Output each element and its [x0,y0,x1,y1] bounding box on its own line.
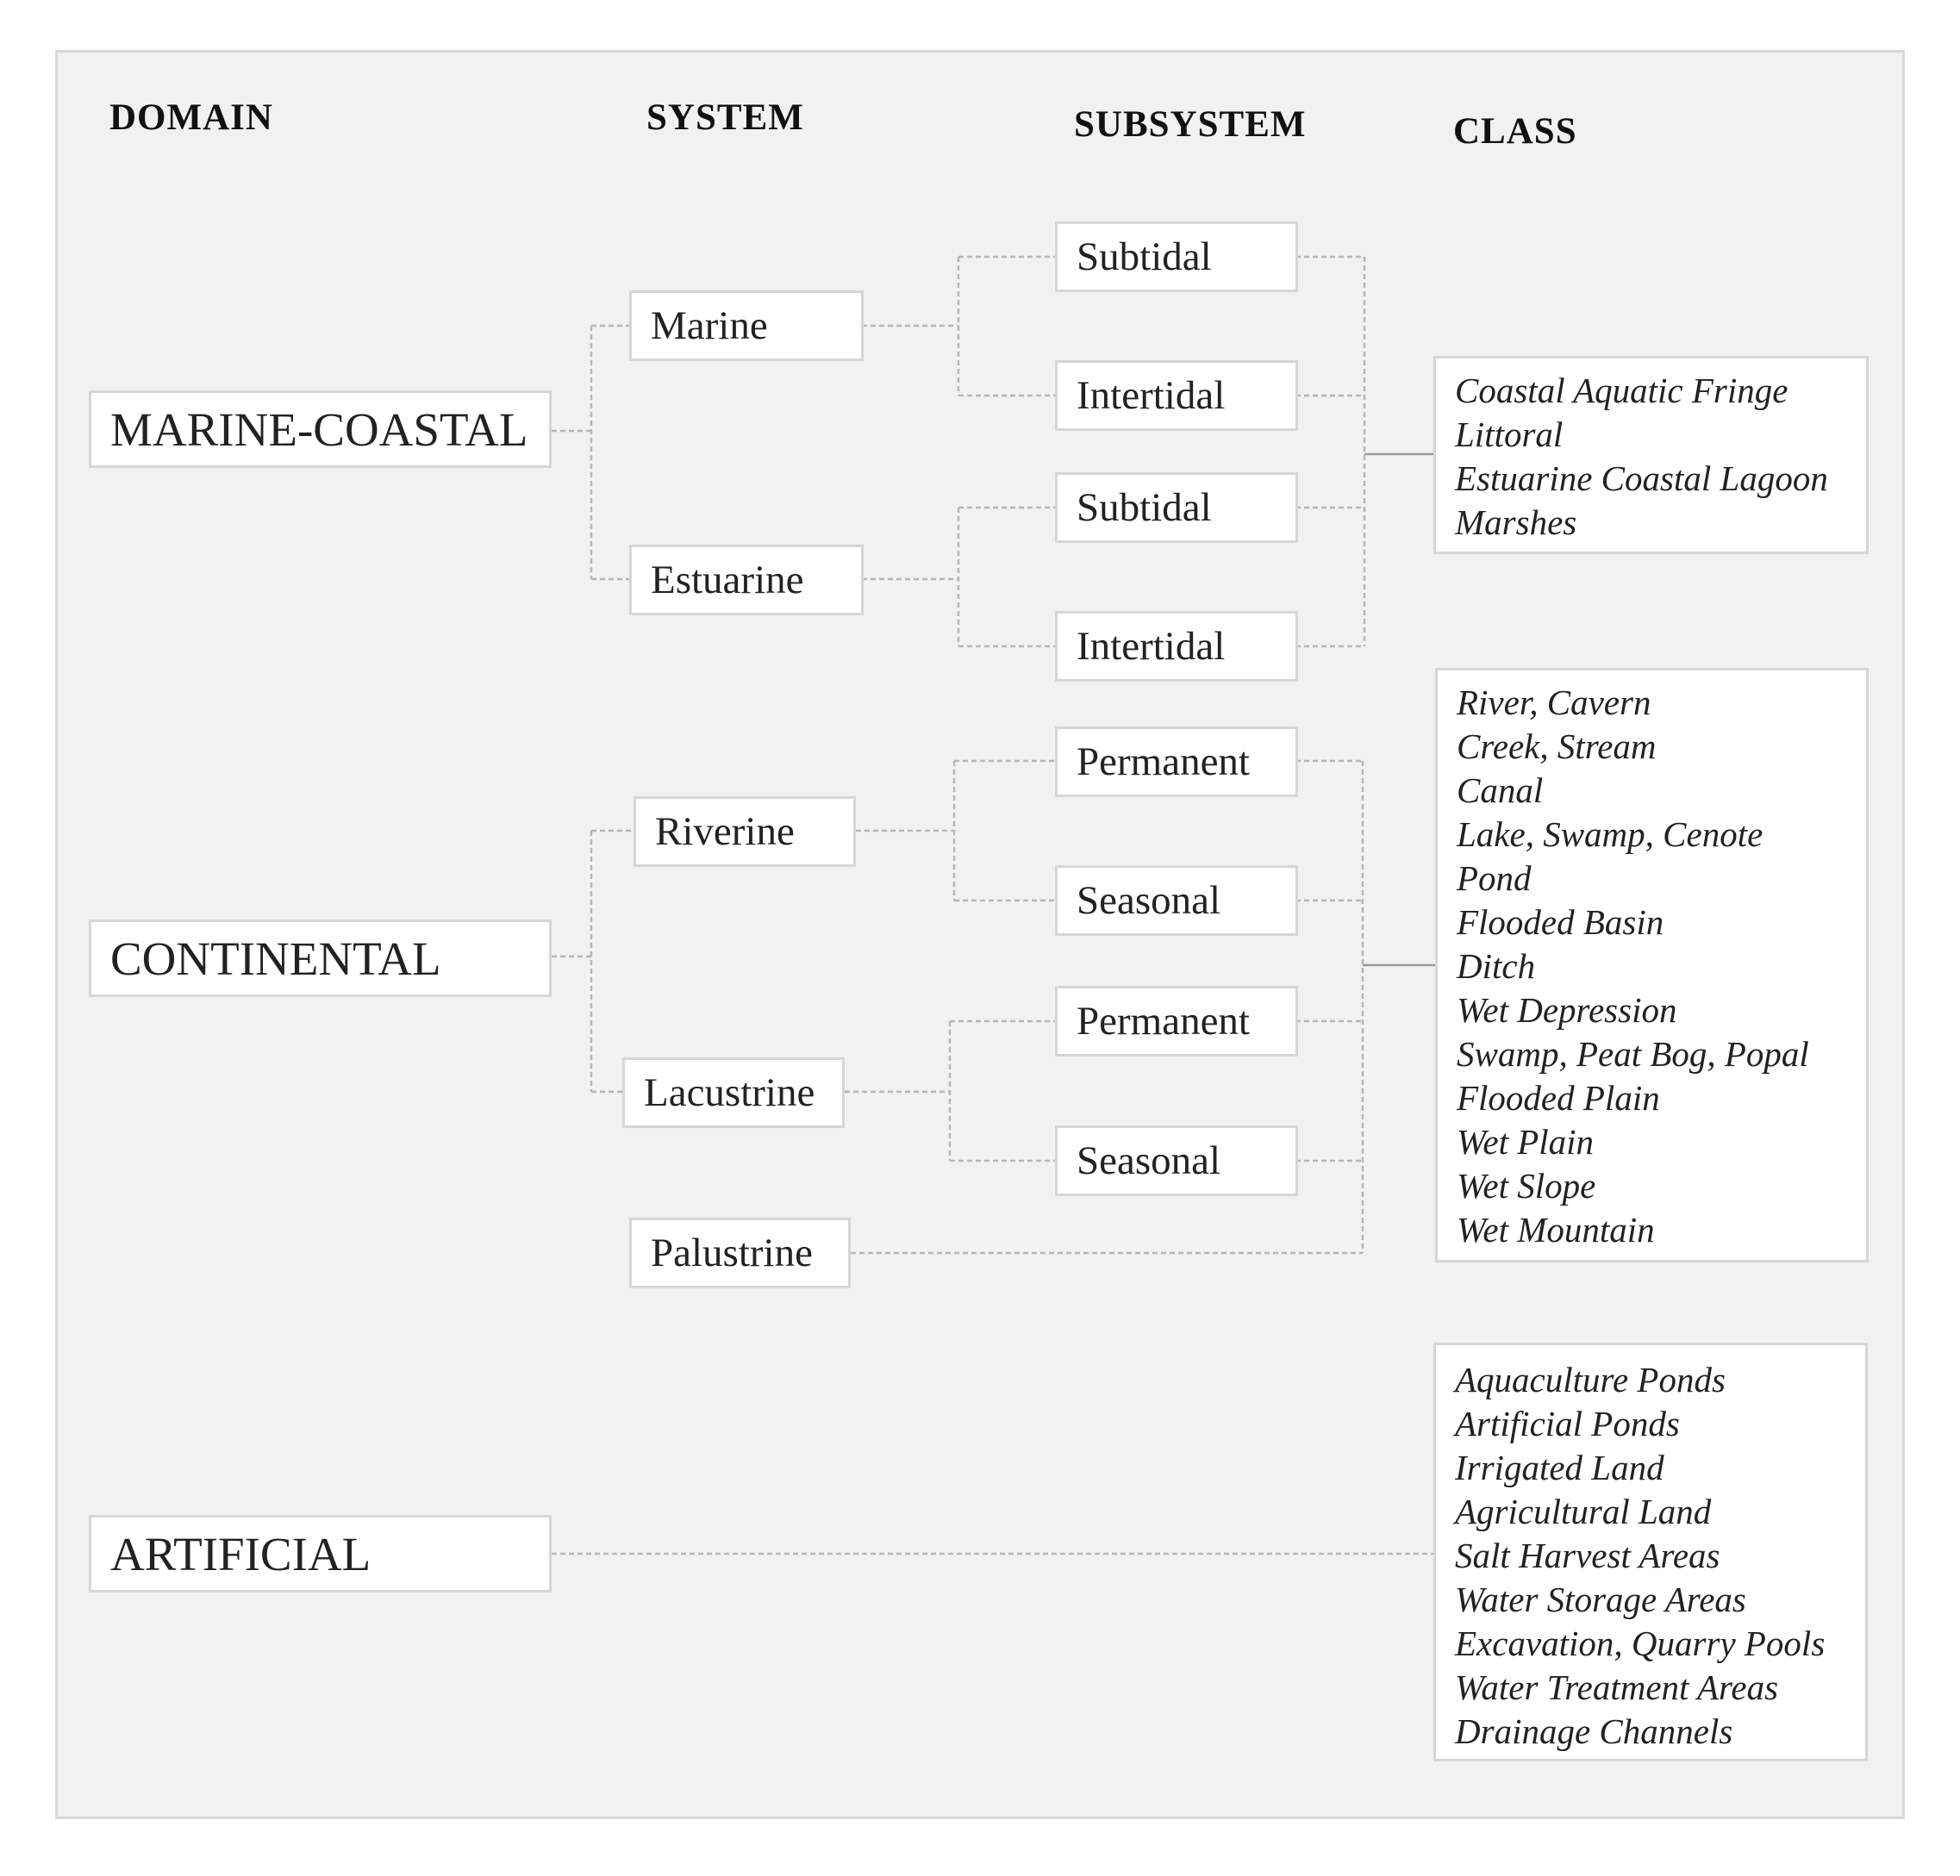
class-item: Swamp, Peat Bog, Popal [1457,1034,1809,1074]
class-item: Water Storage Areas [1455,1580,1746,1619]
subsystem-marine-subtidal: Subtidal [1055,221,1298,292]
subsystem-lacustrine-permanent: Permanent [1055,986,1298,1056]
class-item: Wet Depression [1457,990,1677,1030]
class-item: Ditch [1457,946,1536,986]
class-item: Salt Harvest Areas [1455,1536,1720,1575]
class-item: Lake, Swamp, Cenote [1457,814,1763,854]
class-item: Wet Plain [1457,1122,1595,1162]
class-item: Pond [1457,858,1532,898]
class-item: Irrigated Land [1455,1448,1664,1487]
class-item: Canal [1457,770,1544,810]
system-riverine: Riverine [634,796,856,867]
subsystem-marine-intertidal: Intertidal [1055,360,1298,431]
domain-marine-coastal: MARINE-COASTAL [89,390,552,468]
class-item: Flooded Basin [1457,902,1664,942]
class-item: Water Treatment Areas [1455,1667,1779,1707]
class-list-artificial [1433,1343,1868,1761]
class-item: Coastal Aquatic Fringe [1455,371,1788,410]
class-list-marine-coastal [1433,356,1869,554]
class-item: Estuarine Coastal Lagoon [1455,458,1828,498]
system-lacustrine: Lacustrine [622,1057,845,1128]
class-item: Marshes [1455,502,1577,542]
class-item: Agricultural Land [1455,1492,1712,1531]
class-list-continental [1435,668,1869,1262]
domain-continental: CONTINENTAL [89,919,552,997]
class-item: Artificial Ponds [1455,1404,1680,1443]
class-item: Flooded Plain [1457,1078,1660,1118]
header-subsystem: SUBSYSTEM [1074,104,1307,145]
subsystem-riverine-permanent: Permanent [1055,726,1298,797]
domain-artificial: ARTIFICIAL [89,1515,552,1592]
header-system: SYSTEM [646,97,804,138]
system-palustrine: Palustrine [629,1218,851,1288]
subsystem-estuarine-intertidal: Intertidal [1055,611,1298,682]
system-marine: Marine [629,290,864,361]
class-item: Wet Mountain [1457,1210,1655,1250]
header-domain: DOMAIN [109,97,273,138]
class-item: Littoral [1455,414,1564,454]
system-estuarine: Estuarine [629,545,864,615]
header-class: CLASS [1453,111,1577,152]
class-item: River, Cavern [1457,682,1651,722]
class-item: Drainage Channels [1455,1711,1733,1751]
class-item: Wet Slope [1457,1166,1596,1206]
class-item: Excavation, Quarry Pools [1455,1624,1826,1663]
class-item: Creek, Stream [1457,726,1657,766]
subsystem-lacustrine-seasonal: Seasonal [1055,1125,1298,1196]
class-item: Aquaculture Ponds [1455,1360,1726,1399]
subsystem-estuarine-subtidal: Subtidal [1055,472,1298,543]
subsystem-riverine-seasonal: Seasonal [1055,865,1298,936]
